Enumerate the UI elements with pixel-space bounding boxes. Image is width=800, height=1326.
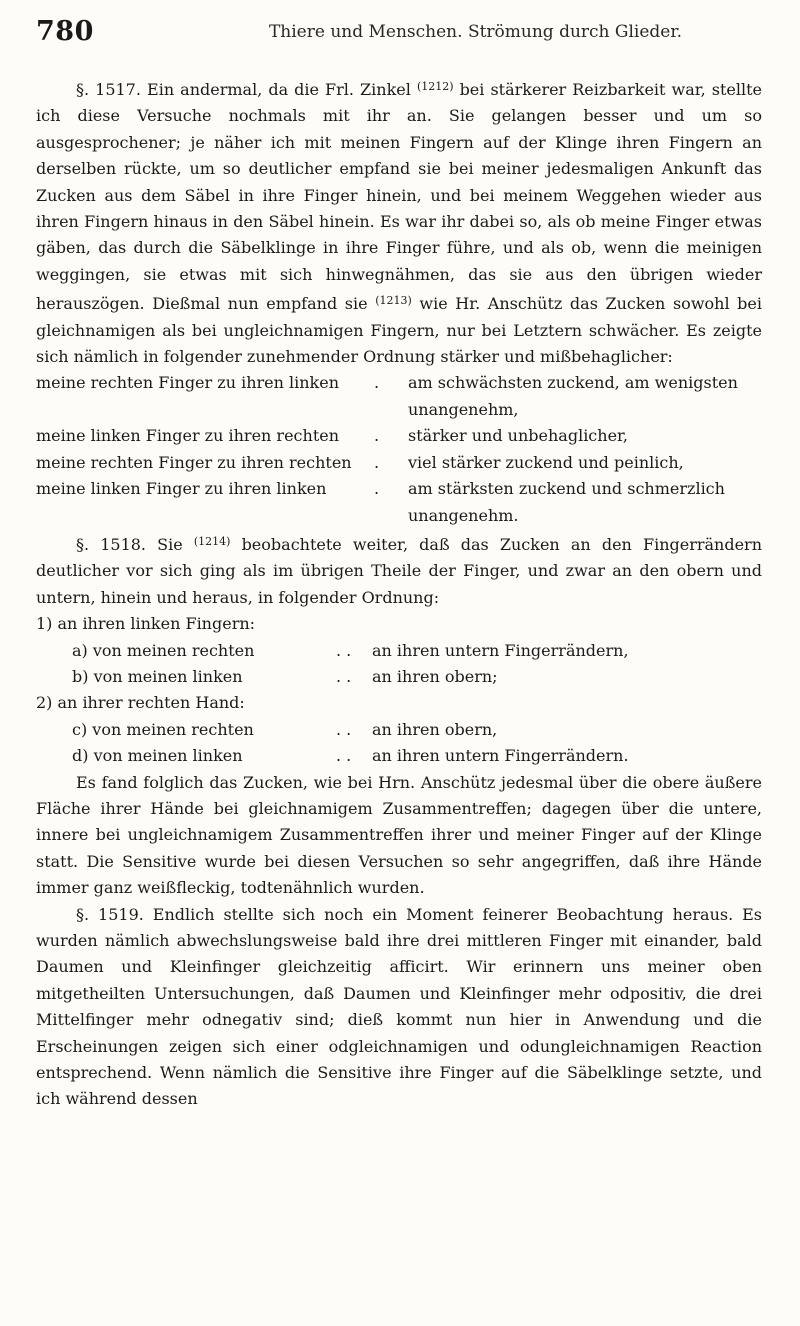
table-row (36, 450, 762, 476)
list-item-sep: . . (336, 666, 352, 686)
list-group-label: 1) an ihren linken Fingern: (36, 614, 256, 634)
list-item-sep: . . (336, 746, 352, 766)
paragraph-1519 (36, 902, 762, 1113)
body-text (36, 74, 762, 1113)
table-cell-left: meine linken Finger zu ihren linken (36, 479, 327, 499)
table-cell-left: meine rechten Finger zu ihren linken (36, 373, 340, 393)
footnote-ref: (1212) (416, 80, 454, 93)
section-number: §. 1519. (76, 904, 144, 924)
list-group-label: 2) an ihrer rechten Hand: (36, 693, 245, 713)
list-item-sep: . . (336, 719, 352, 739)
table-cell-sep: . (374, 479, 380, 499)
table-cell-left: meine rechten Finger zu ihren rechten (36, 452, 352, 472)
footnote-ref: (1213) (375, 294, 412, 308)
list-item-key: c) von meinen rechten (72, 719, 254, 739)
text-run: Ein andermal, da die Frl. Zinkel (147, 80, 417, 99)
list-item-value: an ihren untern Fingerrändern, (372, 640, 629, 660)
table-cell-sep: . (374, 373, 380, 393)
list-item (36, 638, 762, 664)
text-run: Endlich stellte sich noch ein Moment feinerer Beobachtung heraus. Es wurden nämlich abwechslungsweise bald ihre drei mittleren Finger mit einander, bald Daumen und Kleinfinger gleichzeitig afficirt. Wir erinnern uns meiner oben mitgetheilten Untersuchungen, daß Daumen und Kleinfinger mehr odpositiv, die drei Mittelfinger mehr odnegativ sind; dieß kommt nun hier in Anwendung und die Erscheinungen zeigen sich einer odgleichnamigen und odungleichnamigen Reaction entsprechend. Wenn nämlich die Sensitive ihre Finger auf die Säbelklinge setzte, und ich während dessen (36, 904, 763, 1109)
table-cell-sep: . (374, 426, 380, 446)
text-run: beobachtete weiter, daß das Zucken an den Fingerrändern deutlicher vor sich ging als im übrigen Theile der Finger, und zwar an den obern und untern, hinein und heraus, in folgender Ordnung: (36, 534, 763, 607)
table-cell-left: meine linken Finger zu ihren rechten (36, 426, 340, 446)
list-item-key: a) von meinen rechten (72, 640, 255, 660)
paragraph-1517 (36, 74, 762, 370)
list-group-heading (36, 690, 762, 716)
table-row (36, 370, 762, 423)
list-item-value: an ihren obern, (372, 719, 498, 739)
edge-order-list (36, 611, 762, 769)
table-cell-right: stärker und unbehaglicher, (408, 426, 629, 446)
footnote-ref: (1214) (193, 534, 231, 548)
page-number: 780 (36, 16, 94, 47)
list-item (36, 743, 762, 769)
text-run: wie Hr. Anschütz das Zucken sowohl bei gleichnamigen als bei ungleichnamigen Fingern, nur bei Letztern schwächer. Es zeigte sich nämlich in folgender zunehmender Ordnung stärker und mißbehaglicher: (36, 294, 762, 367)
table-cell-sep: . (374, 452, 380, 472)
table-cell-right: am schwächsten zuckend, am wenigsten unangenehm, (408, 373, 738, 419)
running-title: Thiere und Menschen. Strömung durch Glieder. (268, 22, 683, 42)
page-header (36, 16, 760, 56)
table-row (36, 476, 762, 529)
text-run: Sie (157, 534, 194, 554)
list-group-heading (36, 611, 762, 637)
list-item (36, 664, 762, 690)
finger-order-table (36, 370, 762, 528)
table-cell-right: viel stärker zuckend und peinlich, (408, 452, 684, 472)
table-cell-right: am stärksten zuckend und schmerzlich unangenehm. (408, 479, 725, 525)
paragraph-1518-continued: Es fand folglich das Zucken, wie bei Hrn. Anschütz jedesmal über die obere äußere Fläche ihrer Hände bei gleichnamigem Zusammentreffen; dagegen über die untere, innere bei ungleichnamigem Zusammentreffen ihrer und meiner Finger auf der Klinge statt. Die Sensitive wurde bei diesen Versuchen so sehr angegriffen, daß ihre Hände immer ganz weißfleckig, todtenähnlich wurden. (36, 772, 762, 898)
list-item-key: d) von meinen linken (72, 746, 243, 766)
list-item-value: an ihren untern Fingerrändern. (372, 746, 629, 766)
text-run: bei stärkerer Reizbarkeit war, stellte ich diese Versuche nochmals mit ihr an. Sie gelangen besser und um so ausgesprochener; je näher ich mit meinen Fingern auf der Klinge ihren Fingern an derselben rückte, um so deutlicher empfand sie bei meiner jedesmaligen Ankunft das Zucken aus dem Säbel in ihre Finger hinein, und bei meinem Weggehen wieder aus ihren Fingern hinaus in den Säbel hinein. Es war ihr dabei so, als ob meine Finger etwas gäben, das durch die Säbelklinge in ihre Finger führe, und als ob, wenn die meinigen weggingen, sie etwas mit sich hinwegnähmen, das sie aus den übrigen wieder herauszögen. Dießmal nun empfand sie (36, 80, 763, 314)
list-item-sep: . . (336, 640, 352, 660)
section-number: §. 1517. (76, 80, 141, 99)
table-row (36, 423, 762, 449)
list-item-key: b) von meinen linken (72, 666, 243, 686)
paragraph-1518 (36, 529, 762, 611)
list-item (36, 717, 762, 743)
section-number: §. 1518. (76, 534, 147, 554)
list-item-value: an ihren obern; (372, 666, 498, 686)
